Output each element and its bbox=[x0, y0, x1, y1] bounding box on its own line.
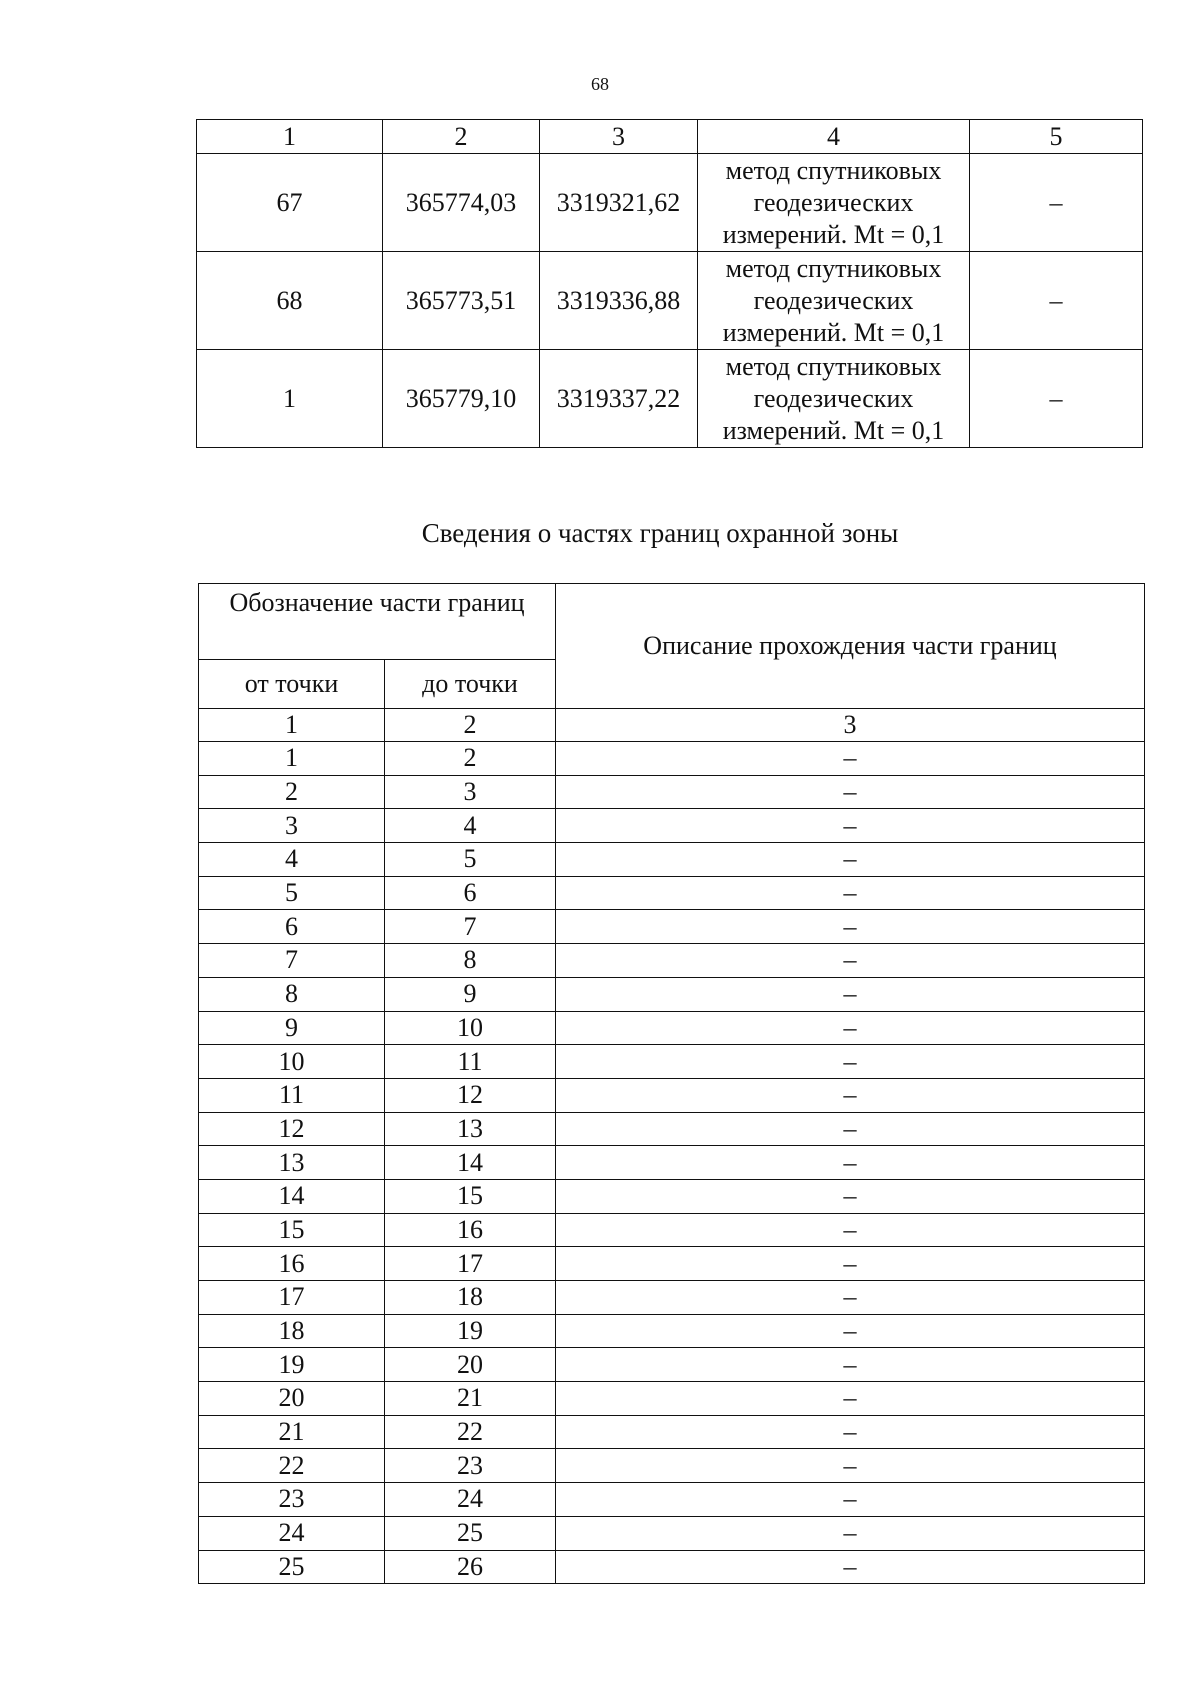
header-to-point: до точки bbox=[385, 660, 556, 709]
x-coordinate: 365773,51 bbox=[383, 252, 540, 350]
from-point: 11 bbox=[199, 1078, 385, 1112]
description-cell: – bbox=[556, 1314, 1145, 1348]
description-cell: – bbox=[556, 843, 1145, 877]
to-point: 14 bbox=[385, 1146, 556, 1180]
to-point: 4 bbox=[385, 809, 556, 843]
note-cell: – bbox=[970, 350, 1143, 448]
y-coordinate: 3319321,62 bbox=[540, 154, 698, 252]
x-coordinate: 365779,10 bbox=[383, 350, 540, 448]
description-cell: – bbox=[556, 1112, 1145, 1146]
description-cell: – bbox=[556, 1146, 1145, 1180]
description-cell: – bbox=[556, 1045, 1145, 1079]
section-title: Сведения о частях границ охранной зоны bbox=[421, 518, 899, 548]
to-point: 5 bbox=[385, 843, 556, 877]
table-row bbox=[199, 1146, 1145, 1180]
column-number: 1 bbox=[199, 709, 385, 742]
to-point: 10 bbox=[385, 1011, 556, 1045]
table-row bbox=[199, 1213, 1145, 1247]
method-line: измерений. Mt = 0,1 bbox=[722, 415, 945, 445]
table-row bbox=[199, 1281, 1145, 1315]
table-row bbox=[199, 1449, 1145, 1483]
table-row bbox=[199, 1382, 1145, 1416]
method-line: метод спутниковых bbox=[725, 155, 942, 185]
page-number: 68 bbox=[591, 74, 609, 94]
description-cell: – bbox=[556, 944, 1145, 978]
from-point: 21 bbox=[199, 1415, 385, 1449]
column-number: 2 bbox=[383, 120, 540, 154]
to-point: 15 bbox=[385, 1179, 556, 1213]
method-line: геодезических bbox=[753, 285, 914, 315]
table-header-row bbox=[197, 120, 1143, 154]
to-point: 23 bbox=[385, 1449, 556, 1483]
description-cell: – bbox=[556, 1483, 1145, 1517]
description-cell: – bbox=[556, 809, 1145, 843]
table-row bbox=[199, 809, 1145, 843]
to-point: 7 bbox=[385, 910, 556, 944]
table-row bbox=[199, 1179, 1145, 1213]
to-point: 20 bbox=[385, 1348, 556, 1382]
column-number-row bbox=[199, 709, 1145, 742]
method-cell bbox=[698, 252, 970, 350]
to-point: 6 bbox=[385, 876, 556, 910]
table-row bbox=[199, 1314, 1145, 1348]
description-cell: – bbox=[556, 1078, 1145, 1112]
description-cell: – bbox=[556, 1247, 1145, 1281]
point-number: 1 bbox=[197, 350, 383, 448]
column-number: 4 bbox=[698, 120, 970, 154]
to-point: 11 bbox=[385, 1045, 556, 1079]
to-point: 8 bbox=[385, 944, 556, 978]
from-point: 3 bbox=[199, 809, 385, 843]
table-row bbox=[199, 876, 1145, 910]
from-point: 1 bbox=[199, 742, 385, 776]
table-row bbox=[199, 1045, 1145, 1079]
point-number: 67 bbox=[197, 154, 383, 252]
from-point: 23 bbox=[199, 1483, 385, 1517]
from-point: 24 bbox=[199, 1516, 385, 1550]
method-line: геодезических bbox=[753, 187, 914, 217]
from-point: 9 bbox=[199, 1011, 385, 1045]
to-point: 17 bbox=[385, 1247, 556, 1281]
description-cell: – bbox=[556, 977, 1145, 1011]
note-cell: – bbox=[970, 252, 1143, 350]
table-row bbox=[199, 1348, 1145, 1382]
description-cell: – bbox=[556, 1179, 1145, 1213]
column-number: 1 bbox=[197, 120, 383, 154]
table-row bbox=[199, 910, 1145, 944]
description-cell: – bbox=[556, 1011, 1145, 1045]
coordinates-table bbox=[196, 119, 1143, 448]
to-point: 22 bbox=[385, 1415, 556, 1449]
table-row bbox=[199, 1483, 1145, 1517]
description-cell: – bbox=[556, 775, 1145, 809]
to-point: 13 bbox=[385, 1112, 556, 1146]
description-cell: – bbox=[556, 1550, 1145, 1584]
to-point: 9 bbox=[385, 977, 556, 1011]
from-point: 7 bbox=[199, 944, 385, 978]
from-point: 5 bbox=[199, 876, 385, 910]
from-point: 25 bbox=[199, 1550, 385, 1584]
from-point: 4 bbox=[199, 843, 385, 877]
to-point: 25 bbox=[385, 1516, 556, 1550]
point-number: 68 bbox=[197, 252, 383, 350]
column-number: 2 bbox=[385, 709, 556, 742]
table-row bbox=[199, 775, 1145, 809]
table-row bbox=[199, 977, 1145, 1011]
description-cell: – bbox=[556, 1516, 1145, 1550]
from-point: 8 bbox=[199, 977, 385, 1011]
x-coordinate: 365774,03 bbox=[383, 154, 540, 252]
column-number: 3 bbox=[540, 120, 698, 154]
from-point: 20 bbox=[199, 1382, 385, 1416]
table-row bbox=[199, 1247, 1145, 1281]
from-point: 6 bbox=[199, 910, 385, 944]
to-point: 21 bbox=[385, 1382, 556, 1416]
from-point: 2 bbox=[199, 775, 385, 809]
table-row bbox=[197, 350, 1143, 448]
method-line: измерений. Mt = 0,1 bbox=[722, 219, 945, 249]
from-point: 18 bbox=[199, 1314, 385, 1348]
from-point: 22 bbox=[199, 1449, 385, 1483]
to-point: 16 bbox=[385, 1213, 556, 1247]
method-line: измерений. Mt = 0,1 bbox=[722, 317, 945, 347]
from-point: 10 bbox=[199, 1045, 385, 1079]
table-header-row bbox=[199, 584, 1145, 660]
description-cell: – bbox=[556, 1281, 1145, 1315]
table-row bbox=[199, 1516, 1145, 1550]
header-description: Описание прохождения части границ bbox=[556, 584, 1145, 709]
column-number: 5 bbox=[970, 120, 1143, 154]
table-row bbox=[199, 1078, 1145, 1112]
table-row bbox=[197, 154, 1143, 252]
description-cell: – bbox=[556, 1415, 1145, 1449]
to-point: 18 bbox=[385, 1281, 556, 1315]
description-cell: – bbox=[556, 742, 1145, 776]
table-row bbox=[199, 843, 1145, 877]
table-row bbox=[197, 252, 1143, 350]
description-cell: – bbox=[556, 910, 1145, 944]
description-cell: – bbox=[556, 1382, 1145, 1416]
table-row bbox=[199, 1415, 1145, 1449]
from-point: 14 bbox=[199, 1179, 385, 1213]
y-coordinate: 3319337,22 bbox=[540, 350, 698, 448]
column-number: 3 bbox=[556, 709, 1145, 742]
table-row bbox=[199, 1112, 1145, 1146]
to-point: 3 bbox=[385, 775, 556, 809]
method-line: метод спутниковых bbox=[725, 253, 942, 283]
from-point: 13 bbox=[199, 1146, 385, 1180]
from-point: 15 bbox=[199, 1213, 385, 1247]
to-point: 2 bbox=[385, 742, 556, 776]
description-cell: – bbox=[556, 1348, 1145, 1382]
to-point: 24 bbox=[385, 1483, 556, 1517]
method-cell bbox=[698, 154, 970, 252]
from-point: 17 bbox=[199, 1281, 385, 1315]
note-cell: – bbox=[970, 154, 1143, 252]
table-row bbox=[199, 742, 1145, 776]
table-row bbox=[199, 1011, 1145, 1045]
from-point: 19 bbox=[199, 1348, 385, 1382]
header-boundary-designation: Обозначение части границ bbox=[199, 584, 556, 660]
description-cell: – bbox=[556, 1213, 1145, 1247]
description-cell: – bbox=[556, 1449, 1145, 1483]
method-line: метод спутниковых bbox=[725, 351, 942, 381]
header-from-point: от точки bbox=[199, 660, 385, 709]
boundary-parts-table bbox=[198, 583, 1145, 1584]
table-row bbox=[199, 1550, 1145, 1584]
description-cell: – bbox=[556, 876, 1145, 910]
method-cell bbox=[698, 350, 970, 448]
y-coordinate: 3319336,88 bbox=[540, 252, 698, 350]
table-row bbox=[199, 944, 1145, 978]
from-point: 12 bbox=[199, 1112, 385, 1146]
to-point: 26 bbox=[385, 1550, 556, 1584]
method-line: геодезических bbox=[753, 383, 914, 413]
to-point: 12 bbox=[385, 1078, 556, 1112]
from-point: 16 bbox=[199, 1247, 385, 1281]
to-point: 19 bbox=[385, 1314, 556, 1348]
